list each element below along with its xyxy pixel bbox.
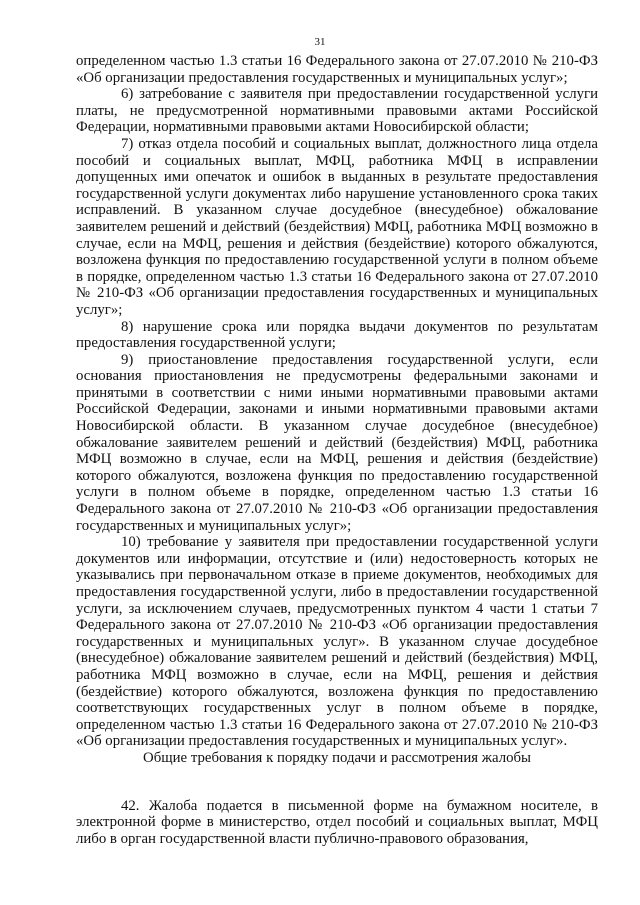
document-body: [76, 53, 598, 847]
paragraph-item-7: 7) отказ отдела пособий и социальных выплат, должностного лица отдела пособий и социальных выплат, МФЦ, работника МФЦ в исправлении допущенных ими опечаток и ошибок в выданных в результате предоставления государственной услуги документах либо нарушение установленного срока таких исправлений. В указанном случае досудебное (внесудебное) обжалование заявителем решений и действий (бездействия) МФЦ, работника МФЦ возможно в случае, если на МФЦ, решения и действия (бездействие) которого обжалуются, возложена функция по предоставлению государственной услуги в полном объеме в порядке, определенном частью 1.3 статьи 16 Федерального закона от 27.07.2010 № 210-ФЗ «Об организации предоставления государственных и муниципальных услуг»;: [76, 135, 598, 318]
section-heading: Общие требования к порядку подачи и рассмотрения жалобы: [143, 749, 531, 766]
paragraph-item-10: 10) требование у заявителя при предоставлении государственной услуги документов или информации, отсутствие и (или) недостоверность которых не указывались при первоначальном отказе в приеме документов, необходимых для предоставления государственной услуги, либо в предоставлении государственной услуги, за исключением случаев, предусмотренных пунктом 4 части 1 статьи 7 Федерального закона от 27.07.2010 № 210-ФЗ «Об организации предоставления государственных и муниципальных услуг». В указанном случае досудебное (внесудебное) обжалование заявителем решений и действий (бездействия) МФЦ, работника МФЦ возможно в случае, если на МФЦ, решения и действия (бездействие) которого обжалуются, возложена функция по предоставлению соответствующих государственных услуг в полном объеме в порядке, определенном частью 1.3 статьи 16 Федерального закона от 27.07.2010 № 210-ФЗ «Об организации предоставления государственных и муниципальных услуг».: [76, 534, 598, 750]
paragraph-continuation: определенном частью 1.3 статьи 16 Федерального закона от 27.07.2010 № 210-ФЗ «Об организации предоставления государственных и муниципальных услуг»;: [76, 53, 598, 86]
paragraph-42: 42. Жалоба подается в письменной форме на бумажном носителе, в электронной форме в министерство, отдел пособий и социальных выплат, МФЦ либо в орган государственной власти публично-правового образования,: [76, 797, 598, 847]
paragraph-item-8: 8) нарушение срока или порядка выдачи документов по результатам предоставления государственной услуги;: [76, 318, 598, 352]
page-number: 31: [314, 36, 326, 48]
paragraph-item-6: 6) затребование с заявителя при предоставлении государственной услуги платы, не предусмотренной нормативными правовыми актами Российской Федерации, нормативными правовыми актами Новосибирской области;: [76, 86, 598, 136]
paragraph-item-9: 9) приостановление предоставления государственной услуги, если основания приостановления не предусмотрены федеральными законами и принятыми в соответствии с ними иными нормативными правовыми актами Российской Федерации, законами и иными нормативными правовыми актами Новосибирской области. В указанном случае досудебное (внесудебное) обжалование заявителем решений и действий (бездействия) МФЦ, работника МФЦ возможно в случае, если на МФЦ, решения и действия (бездействие) которого обжалуются, возложена функция по предоставлению государственной услуги в полном объеме в порядке, определенном частью 1.3 статьи 16 Федерального закона от 27.07.2010 № 210-ФЗ «Об организации предоставления государственных и муниципальных услуг»;: [76, 351, 598, 534]
